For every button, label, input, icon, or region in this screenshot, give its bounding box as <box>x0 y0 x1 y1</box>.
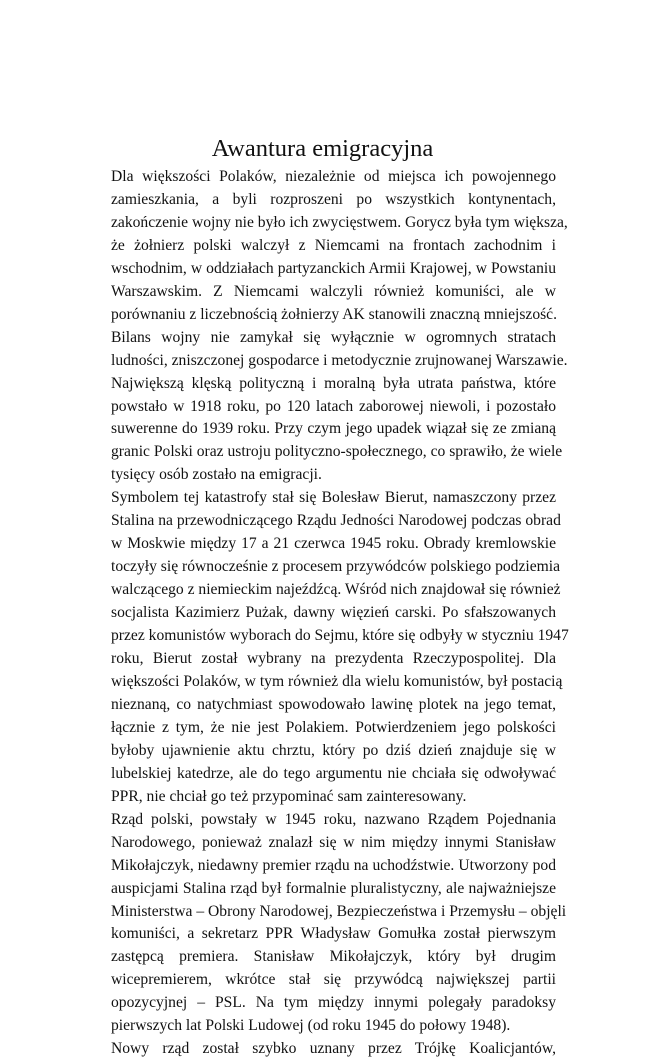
paragraph <box>89 1038 556 1061</box>
text-line: lubelskiej katedrze, ale do tego argumentu nie chciała się odwoływać <box>111 764 556 782</box>
text-line: auspicjami Stalina rząd był formalnie pluralistyczny, ale najważniejsze <box>111 879 556 897</box>
text-line: walczącego z niemieckim najeźdźcą. Wśród nich znajdował się również <box>111 581 561 599</box>
text-line: przez komunistów wyborach do Sejmu, które się odbyły w styczniu 1947 <box>111 627 569 645</box>
text-line: wicepremierem, wkrótce stał się przywódcą największej partii <box>111 971 556 989</box>
text-line: suwerenne do 1939 roku. Przy czym jego upadek wiązał się ze zmianą <box>111 420 556 438</box>
text-line: wschodnim, w oddziałach partyzanckich Armii Krajowej, w Powstaniu <box>111 259 556 277</box>
body-text <box>89 166 569 1061</box>
text-line: Największą klęską polityczną i moralną była utrata państwa, które <box>111 374 556 392</box>
text-line: nieznaną, co natychmiast spowodowało lawinę plotek na jego temat, <box>111 695 556 713</box>
paragraph <box>89 327 568 488</box>
text-line: pierwszych lat Polski Ludowej (od roku 1945 do połowy 1948). <box>111 1017 511 1035</box>
text-line: opozycyjnej – PSL. Na tym między innymi polegały paradoksy <box>111 994 556 1012</box>
text-line: socjalista Kazimierz Pużak, dawny więzień carski. Po sfałszowanych <box>111 604 556 622</box>
text-line: zastępcą premiera. Stanisław Mikołajczyk, który był drugim <box>111 948 556 966</box>
text-line: Dla większości Polaków, niezależnie od miejsca ich powojennego <box>111 168 556 185</box>
text-line: ludności, zniszczonej gospodarce i metodycznie zrujnowanej Warszawie. <box>111 351 568 369</box>
chapter-title: Awantura emigracyjna <box>211 135 434 162</box>
text-line: toczyły się równocześnie z procesem przywódców polskiego podziemia <box>111 558 561 576</box>
text-line: Warszawskim. Z Niemcami walczyli również komuniści, ale w <box>111 282 556 300</box>
book-page <box>89 134 569 1061</box>
text-line: byłoby ujawnienie aktu chrztu, który po dziś dzień znajduje się w <box>111 741 556 759</box>
text-line: większości Polaków, w tym również dla wielu komunistów, był postacią <box>111 672 563 690</box>
text-line: porównaniu z liczebnością żołnierzy AK stanowili znaczną mniejszość. <box>111 305 557 323</box>
text-line: Stalina na przewodniczącego Rządu Jedności Narodowej podczas obrad <box>111 512 561 530</box>
paragraph <box>89 487 569 808</box>
text-line: że żołnierz polski walczył z Niemcami na frontach zachodnim i <box>111 236 556 254</box>
text-line: PPR, nie chciał go też przypominać sam zainteresowany. <box>111 787 467 805</box>
text-line: zamieszkania, a byli rozproszeni po wszystkich kontynentach, <box>111 190 556 208</box>
paragraph <box>89 809 567 1039</box>
text-line: łącznie z tym, że nie jest Polakiem. Potwierdzeniem jego polskości <box>111 718 556 736</box>
text-line: komuniści, a sekretarz PPR Władysław Gomułka został pierwszym <box>111 925 556 943</box>
text-line: roku, Bierut został wybrany na prezydenta Rzeczypospolitej. Dla <box>111 650 556 668</box>
text-line: Symbolem tej katastrofy stał się Bolesław Bierut, namaszczony przez <box>111 489 556 507</box>
text-line: granic Polski oraz ustroju polityczno-społecznego, co sprawiło, że wiele <box>111 443 563 461</box>
text-line: Ministerstwa – Obrony Narodowej, Bezpieczeństwa i Przemysłu – objęli <box>111 902 567 920</box>
text-line: powstało w 1918 roku, po 120 latach zaborowej niewoli, i pozostało <box>111 397 556 415</box>
paragraph <box>89 166 568 327</box>
text-line: Rząd polski, powstały w 1945 roku, nazwano Rządem Pojednania <box>111 810 556 828</box>
text-line: Bilans wojny nie zamykał się wyłącznie w ogromnych stratach <box>111 328 556 346</box>
text-line: tysięcy osób zostało na emigracji. <box>111 466 322 484</box>
text-line: w Moskwie między 17 a 21 czerwca 1945 roku. Obrady kremlowskie <box>111 535 556 553</box>
text-line: Narodowego, ponieważ znalazł się w nim między innymi Stanisław <box>111 833 556 851</box>
text-line: zakończenie wojny nie było ich zwycięstwem. Gorycz była tym większa, <box>111 213 568 231</box>
text-line: Mikołajczyk, niedawny premier rządu na uchodźstwie. Utworzony pod <box>111 856 556 874</box>
text-line: Nowy rząd został szybko uznany przez Trójkę Koalicjantów, <box>111 1040 556 1058</box>
